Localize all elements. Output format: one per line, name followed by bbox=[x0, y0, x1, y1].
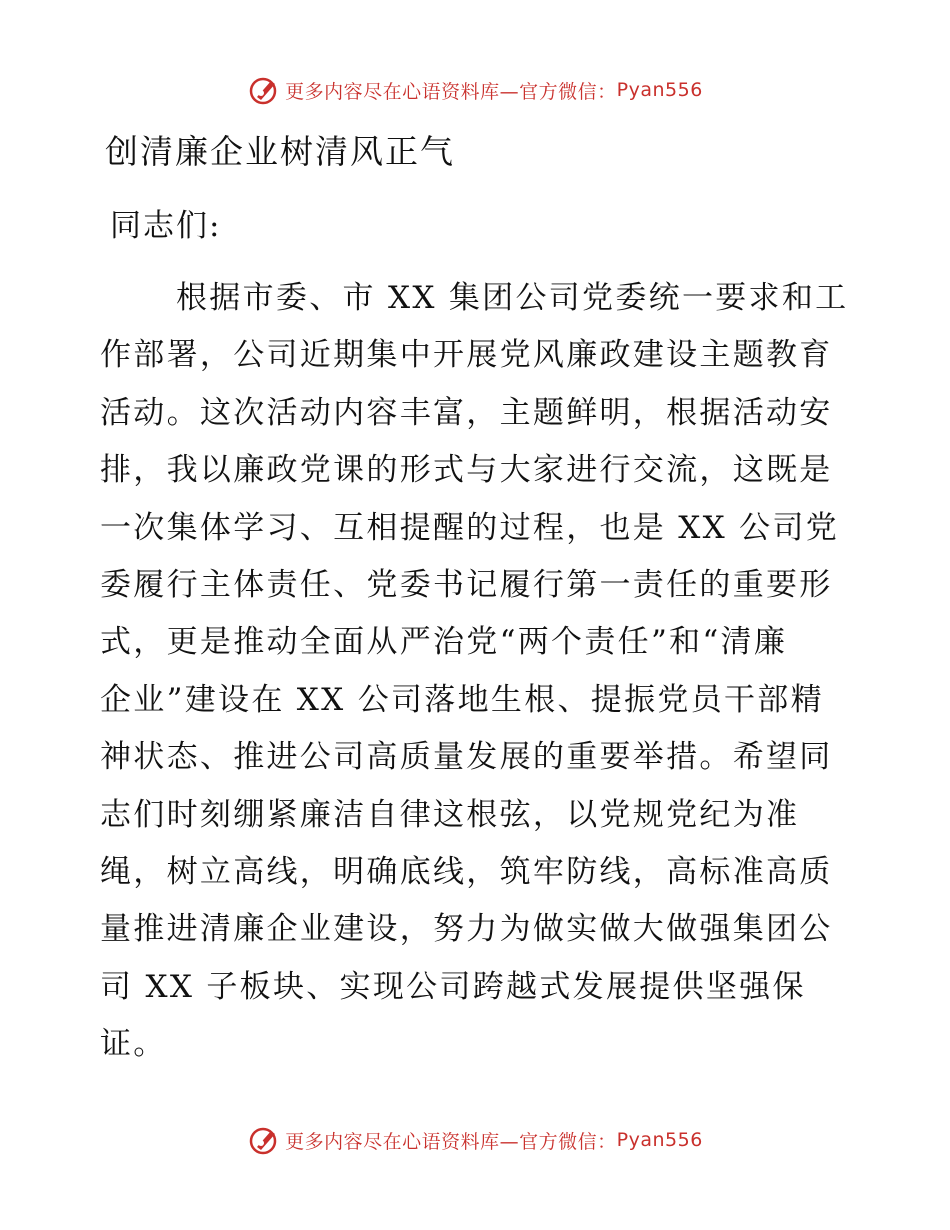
pen-logo-icon bbox=[247, 73, 281, 107]
text-line: 式，更是推动全面从严治党“两个责任”和“清廉 bbox=[100, 624, 788, 661]
text-line: 一次集体学习、互相提醒的过程，也是 XX 公司党 bbox=[100, 509, 840, 546]
document-title: 创清廉企业树清风正气 bbox=[105, 132, 455, 171]
header-watermark bbox=[0, 70, 950, 110]
watermark-handle: Pyan556 bbox=[616, 1129, 703, 1151]
text-line: 活动。这次活动内容丰富，主题鲜明，根据活动安 bbox=[100, 394, 833, 431]
text-line: 量推进清廉企业建设，努力为做实做大做强集团公 bbox=[100, 911, 833, 948]
text-line: 企业”建设在 XX 公司落地生根、提振党员干部精 bbox=[100, 681, 824, 718]
text-line: 绳，树立高线，明确底线，筑牢防线，高标准高质 bbox=[100, 853, 833, 890]
text-line: 志们时刻绷紧廉洁自律这根弦，以党规党纪为准 bbox=[100, 796, 800, 833]
text-line: 司 XX 子板块、实现公司跨越式发展提供坚强保 bbox=[100, 968, 806, 1005]
text-line: 排，我以廉政党课的形式与大家进行交流，这既是 bbox=[100, 452, 833, 489]
text-line: 作部署，公司近期集中开展党风廉政建设主题教育 bbox=[100, 337, 833, 374]
footer-watermark bbox=[0, 1120, 950, 1160]
watermark-handle: Pyan556 bbox=[616, 79, 703, 101]
text-line: 证。 bbox=[100, 1026, 167, 1063]
salutation: 同志们: bbox=[110, 208, 222, 244]
text-line: 根据市委、市 XX 集团公司党委统一要求和工 bbox=[176, 280, 849, 316]
text-line: 神状态、推进公司高质量发展的重要举措。希望同 bbox=[100, 739, 833, 776]
body-text bbox=[100, 276, 860, 1079]
watermark-text: 更多内容尽在心语资料库—官方微信： bbox=[285, 1130, 617, 1153]
watermark-text: 更多内容尽在心语资料库—官方微信： bbox=[285, 80, 617, 103]
pen-logo-icon bbox=[247, 1123, 281, 1157]
text-line: 委履行主体责任、党委书记履行第一责任的重要形 bbox=[100, 566, 833, 603]
